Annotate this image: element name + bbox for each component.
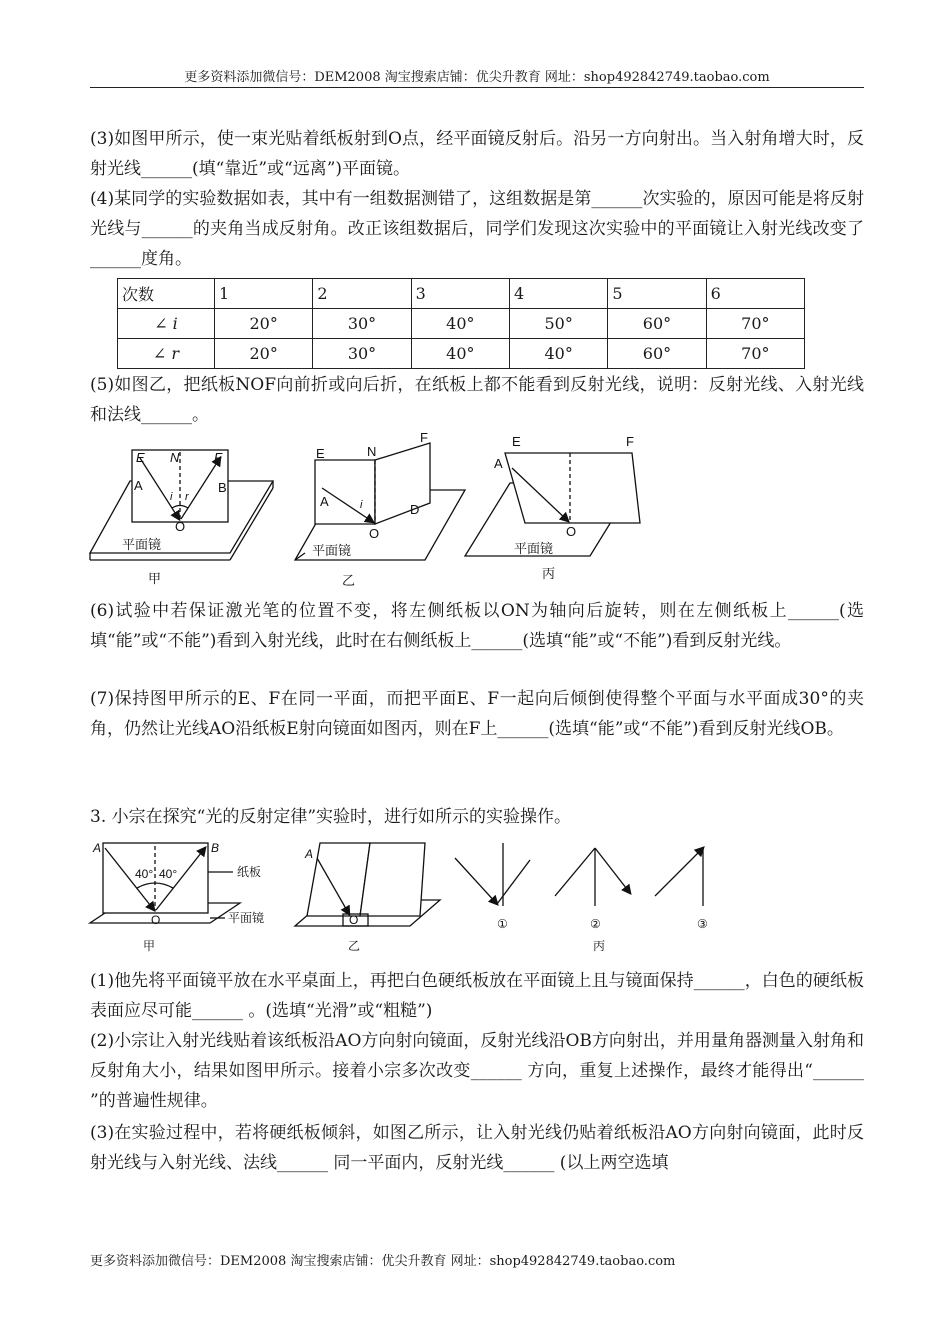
label-f: F — [420, 430, 428, 445]
label-f: F — [626, 434, 634, 449]
table-cell: 70° — [706, 339, 804, 369]
table-cell: 70° — [706, 309, 804, 339]
circled-3: ③ — [697, 917, 708, 931]
mirror-label: 平面镜 — [514, 541, 554, 556]
figure-reflection-experiment — [85, 838, 735, 960]
mirror-label: 平面镜 — [228, 911, 265, 925]
caption-yi: 乙 — [342, 573, 356, 588]
caption-jia: 甲 — [143, 939, 156, 953]
table-cell: 6 — [706, 279, 804, 309]
label-b: B — [218, 480, 227, 495]
label-i: i — [360, 499, 363, 511]
table-cell: 20° — [215, 339, 313, 369]
table-cell: 30° — [313, 309, 411, 339]
label-b: B — [211, 841, 220, 855]
caption-yi: 乙 — [348, 939, 361, 953]
label-d: D — [410, 502, 420, 517]
caption-bing: 丙 — [593, 939, 606, 953]
table-cell: 40° — [509, 339, 607, 369]
circled-1: ① — [497, 917, 508, 931]
label-a: A — [494, 456, 503, 471]
table-cell: 60° — [608, 309, 706, 339]
table-row-label: 次数 — [118, 279, 215, 309]
caption-jia: 甲 — [148, 571, 162, 586]
label-n: N — [367, 444, 377, 459]
table-cell: 20° — [215, 309, 313, 339]
table-cell: 60° — [608, 339, 706, 369]
table-cell: 5 — [608, 279, 706, 309]
label-o: O — [151, 913, 161, 927]
caption-bing: 丙 — [542, 566, 556, 581]
paper-label: 纸板 — [237, 865, 262, 879]
question-6: (6)试验中若保证激光笔的位置不变，将左侧纸板以ON为轴向后旋转，则在左侧纸板上______(选填“能”或“不能”)看到入射光线，此时在右侧纸板上______(选填“能”或“不能”)看到反射光线。 — [90, 601, 864, 651]
label-o: O — [349, 913, 359, 927]
label-o: O — [369, 526, 380, 541]
sub-question-1: (1)他先将平面镜平放在水平桌面上，再把白色硬纸板放在平面镜上且与镜面保持______，白色的硬纸板表面应尽可能______ 。(选填“光滑”或“粗糙”) — [90, 971, 864, 1021]
label-a: A — [320, 494, 329, 509]
label-o: O — [566, 524, 577, 539]
table-row — [118, 339, 805, 369]
label-e: E — [316, 446, 325, 461]
table-cell: 40° — [411, 309, 509, 339]
circled-2: ② — [590, 917, 601, 931]
label-a: A — [305, 847, 314, 861]
label-i: i — [170, 491, 173, 503]
question-3: (3)如图甲所示，使一束光贴着纸板射到O点，经平面镜反射后。沿另一方向射出。当入射角增大时，反射光线______(填“靠近”或“远离”)平面镜。 — [90, 129, 864, 179]
data-table — [117, 278, 805, 369]
angle-right: 40° — [159, 867, 178, 881]
label-f: F — [214, 450, 222, 465]
table-cell: 3 — [411, 279, 509, 309]
question-5: (5)如图乙，把纸板NOF向前折或向后折，在纸板上都不能看到反射光线，说明：反射光线、入射光线和法线______。 — [90, 375, 864, 425]
angle-left: 40° — [135, 867, 154, 881]
table-row — [118, 279, 805, 309]
page-header: 更多资料添加微信号：DEM2008 淘宝搜索店铺：优尖升教育 网址：shop492842749.taobao.com — [184, 70, 770, 85]
label-n: N — [170, 450, 180, 465]
question-4: (4)某同学的实验数据如表，其中有一组数据测错了，这组数据是第______次实验的，原因可能是将反射光线与______的夹角当成反射角。改正该组数据后，同学们发现这次实验中的平面镜让入射光线改变了______度角。 — [90, 189, 864, 269]
table-cell: 30° — [313, 339, 411, 369]
label-a: A — [134, 478, 143, 493]
page-footer: 更多资料添加微信号：DEM2008 淘宝搜索店铺：优尖升教育 网址：shop492842749.taobao.com — [90, 1254, 676, 1269]
sub-question-2: (2)小宗让入射光线贴着该纸板沿AO方向射向镜面，反射光线沿OB方向射出，并用量角器测量入射角和反射角大小，结果如图甲所示。接着小宗多次改变______ 方向，重复上述操作，最终才能得出“______ ”的普遍性规律。 — [90, 1031, 864, 1111]
question-7: (7)保持图甲所示的E、F在同一平面，而把平面E、F一起向后倾倒使得整个平面与水平面成30°的夹角，仍然让光线AO沿纸板E射向镜面如图丙，则在F上______(选填“能”或“不能”)看到反射光线OB。 — [90, 689, 864, 739]
label-a: A — [93, 841, 102, 855]
mirror-label: 平面镜 — [312, 543, 352, 558]
mirror-label: 平面镜 — [122, 537, 162, 552]
header-divider — [90, 87, 864, 88]
table-cell: 4 — [509, 279, 607, 309]
figure-reflection-setups — [80, 428, 680, 593]
sub-question-3: (3)在实验过程中，若将硬纸板倾斜，如图乙所示，让入射光线仍贴着纸板沿AO方向射向镜面，此时反射光线与入射光线、法线______ 同一平面内，反射光线______ (以上两空选填 — [90, 1123, 864, 1173]
label-e: E — [136, 450, 145, 465]
table-cell: 2 — [313, 279, 411, 309]
table-row-label: ∠ r — [118, 339, 215, 369]
table-cell: 50° — [509, 309, 607, 339]
table-row-label: ∠ i — [118, 309, 215, 339]
table-cell: 40° — [411, 339, 509, 369]
table-cell: 1 — [215, 279, 313, 309]
label-o: O — [175, 519, 186, 534]
label-e: E — [512, 434, 521, 449]
label-r: r — [185, 491, 189, 503]
table-row — [118, 309, 805, 339]
problem-3-intro: 3. 小宗在探究“光的反射定律”实验时，进行如所示的实验操作。 — [90, 807, 572, 827]
